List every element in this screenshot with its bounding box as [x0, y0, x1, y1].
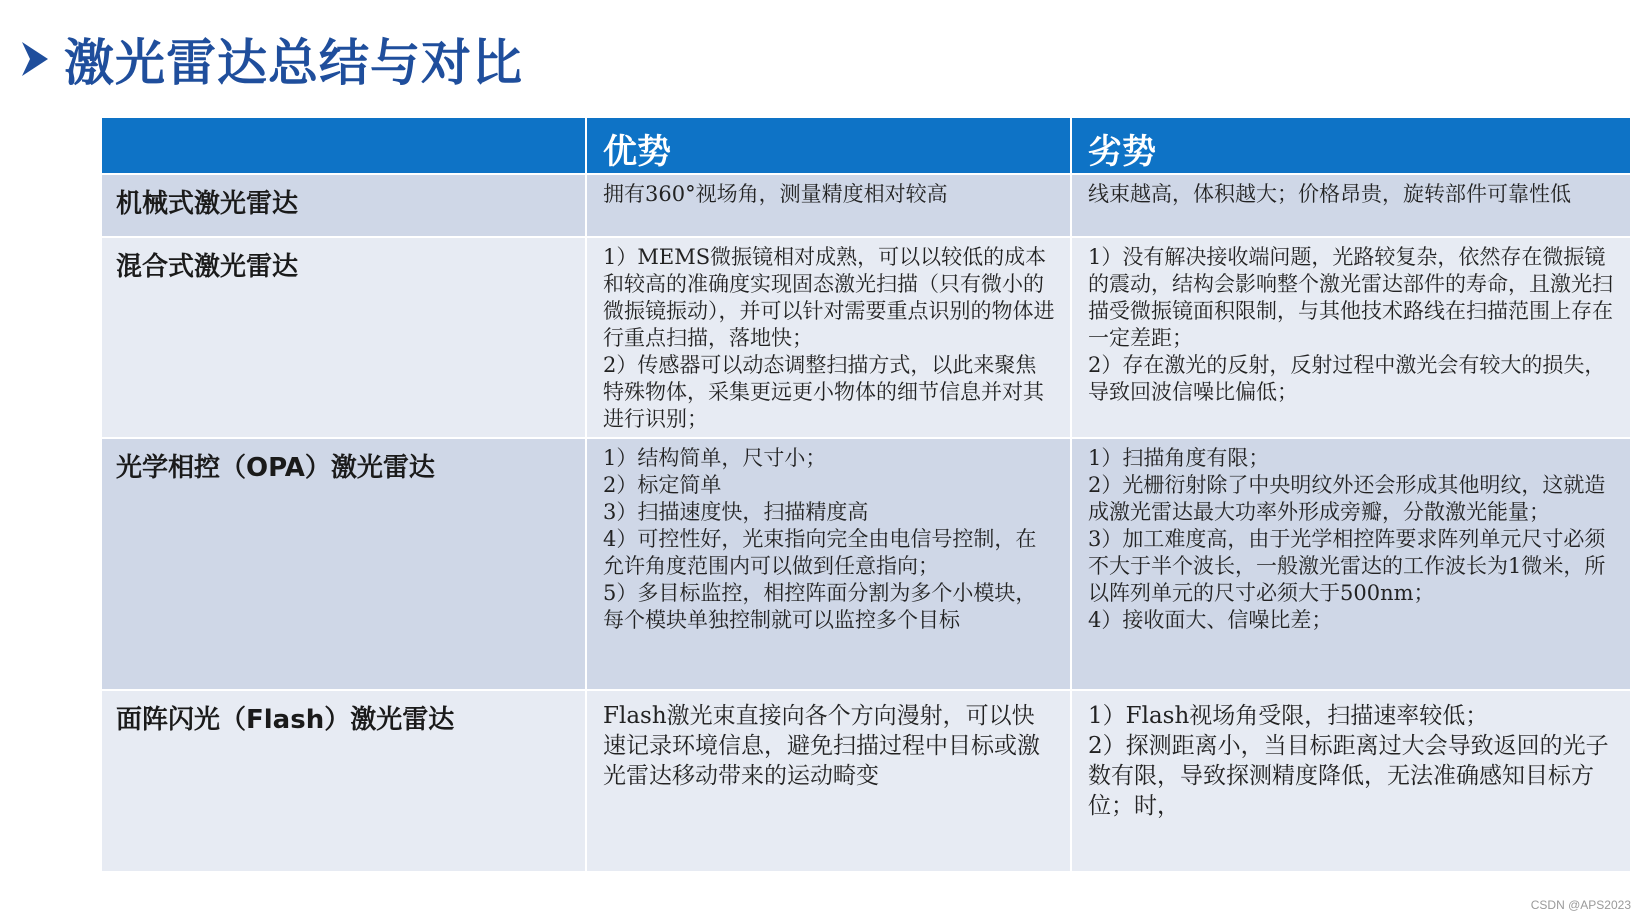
disadvantage-item: 1）Flash视场角受限，扫描速率较低；: [1088, 703, 1489, 729]
disadvantage-item: 1）扫描角度有限；: [1088, 446, 1270, 470]
advantages-cell: [586, 690, 1071, 872]
advantages-cell: [586, 438, 1071, 690]
disadvantage-item: 线束越高，体积越大；价格昂贵，旋转部件可靠性低: [1088, 182, 1571, 206]
disadvantage-item: 2）存在激光的反射，反射过程中激光会有较大的损失，导致回波信噪比偏低；: [1088, 353, 1606, 404]
disadvantages-cell: [1071, 438, 1631, 690]
row-label: 混合式激光雷达: [101, 237, 586, 438]
table-row: [101, 237, 1631, 438]
title-row: [20, 24, 523, 94]
table-row: [101, 690, 1631, 872]
advantages-cell: [586, 174, 1071, 237]
advantage-item: 4）可控性好，光束指向完全由电信号控制，在允许角度范围内可以做到任意指向；: [603, 527, 1037, 578]
disadvantages-cell: [1071, 690, 1631, 872]
advantage-item: Flash激光束直接向各个方向漫射，可以快速记录环境信息，避免扫描过程中目标或激光雷达移动带来的运动畸变: [603, 703, 1040, 789]
advantage-item: 3）扫描速度快，扫描精度高: [603, 500, 869, 524]
header-cell-empty: [101, 117, 586, 174]
page-title: 激光雷达总结与对比: [64, 33, 523, 92]
advantage-item: 1）结构简单，尺寸小；: [603, 446, 827, 470]
table-header-row: [101, 117, 1631, 174]
disadvantage-item: 4）接收面大、信噪比差；: [1088, 608, 1333, 632]
disadvantages-cell: [1071, 237, 1631, 438]
disadvantage-item: 2）光栅衍射除了中央明纹外还会形成其他明纹，这就造成激光雷达最大功率外形成旁瓣，分散激光能量；: [1088, 473, 1606, 524]
advantage-item: 5）多目标监控，相控阵面分割为多个小模块，每个模块单独控制就可以监控多个目标: [603, 581, 1037, 632]
row-label: 光学相控（OPA）激光雷达: [101, 438, 586, 690]
row-label: 机械式激光雷达: [101, 174, 586, 237]
advantage-item: 2）标定简单: [603, 473, 722, 497]
header-cell-disadvantages: 劣势: [1071, 117, 1631, 174]
disadvantage-item: 3）加工难度高，由于光学相控阵要求阵列单元尺寸必须不大于半个波长，一般激光雷达的工作波长为1微米，所以阵列单元的尺寸必须大于500nm；: [1088, 527, 1606, 605]
advantage-item: 2）传感器可以动态调整扫描方式，以此来聚焦特殊物体，采集更远更小物体的细节信息并对其进行识别；: [603, 353, 1044, 431]
disadvantage-item: 2）探测距离小，当目标距离过大会导致返回的光子数有限，导致探测精度降低，无法准确感知目标方位；时，: [1088, 733, 1609, 819]
arrow-bullet-icon: [20, 39, 50, 79]
table-row: [101, 174, 1631, 237]
advantage-item: 1）MEMS微振镜相对成熟，可以以较低的成本和较高的准确度实现固态激光扫描（只有微小的微振镜振动），并可以针对需要重点识别的物体进行重点扫描，落地快；: [603, 245, 1055, 350]
header-cell-advantages: 优势: [586, 117, 1071, 174]
disadvantages-cell: [1071, 174, 1631, 237]
row-label: 面阵闪光（Flash）激光雷达: [101, 690, 586, 872]
disadvantage-item: 1）没有解决接收端问题，光路较复杂，依然存在微振镜的震动，结构会影响整个激光雷达部件的寿命，且激光扫描受微振镜面积限制，与其他技术路线在扫描范围上存在一定差距；: [1088, 245, 1613, 350]
comparison-table: [100, 116, 1632, 873]
advantage-item: 拥有360°视场角，测量精度相对较高: [603, 182, 948, 206]
table-row: [101, 438, 1631, 690]
watermark: CSDN @APS2023: [1530, 898, 1631, 912]
advantages-cell: [586, 237, 1071, 438]
